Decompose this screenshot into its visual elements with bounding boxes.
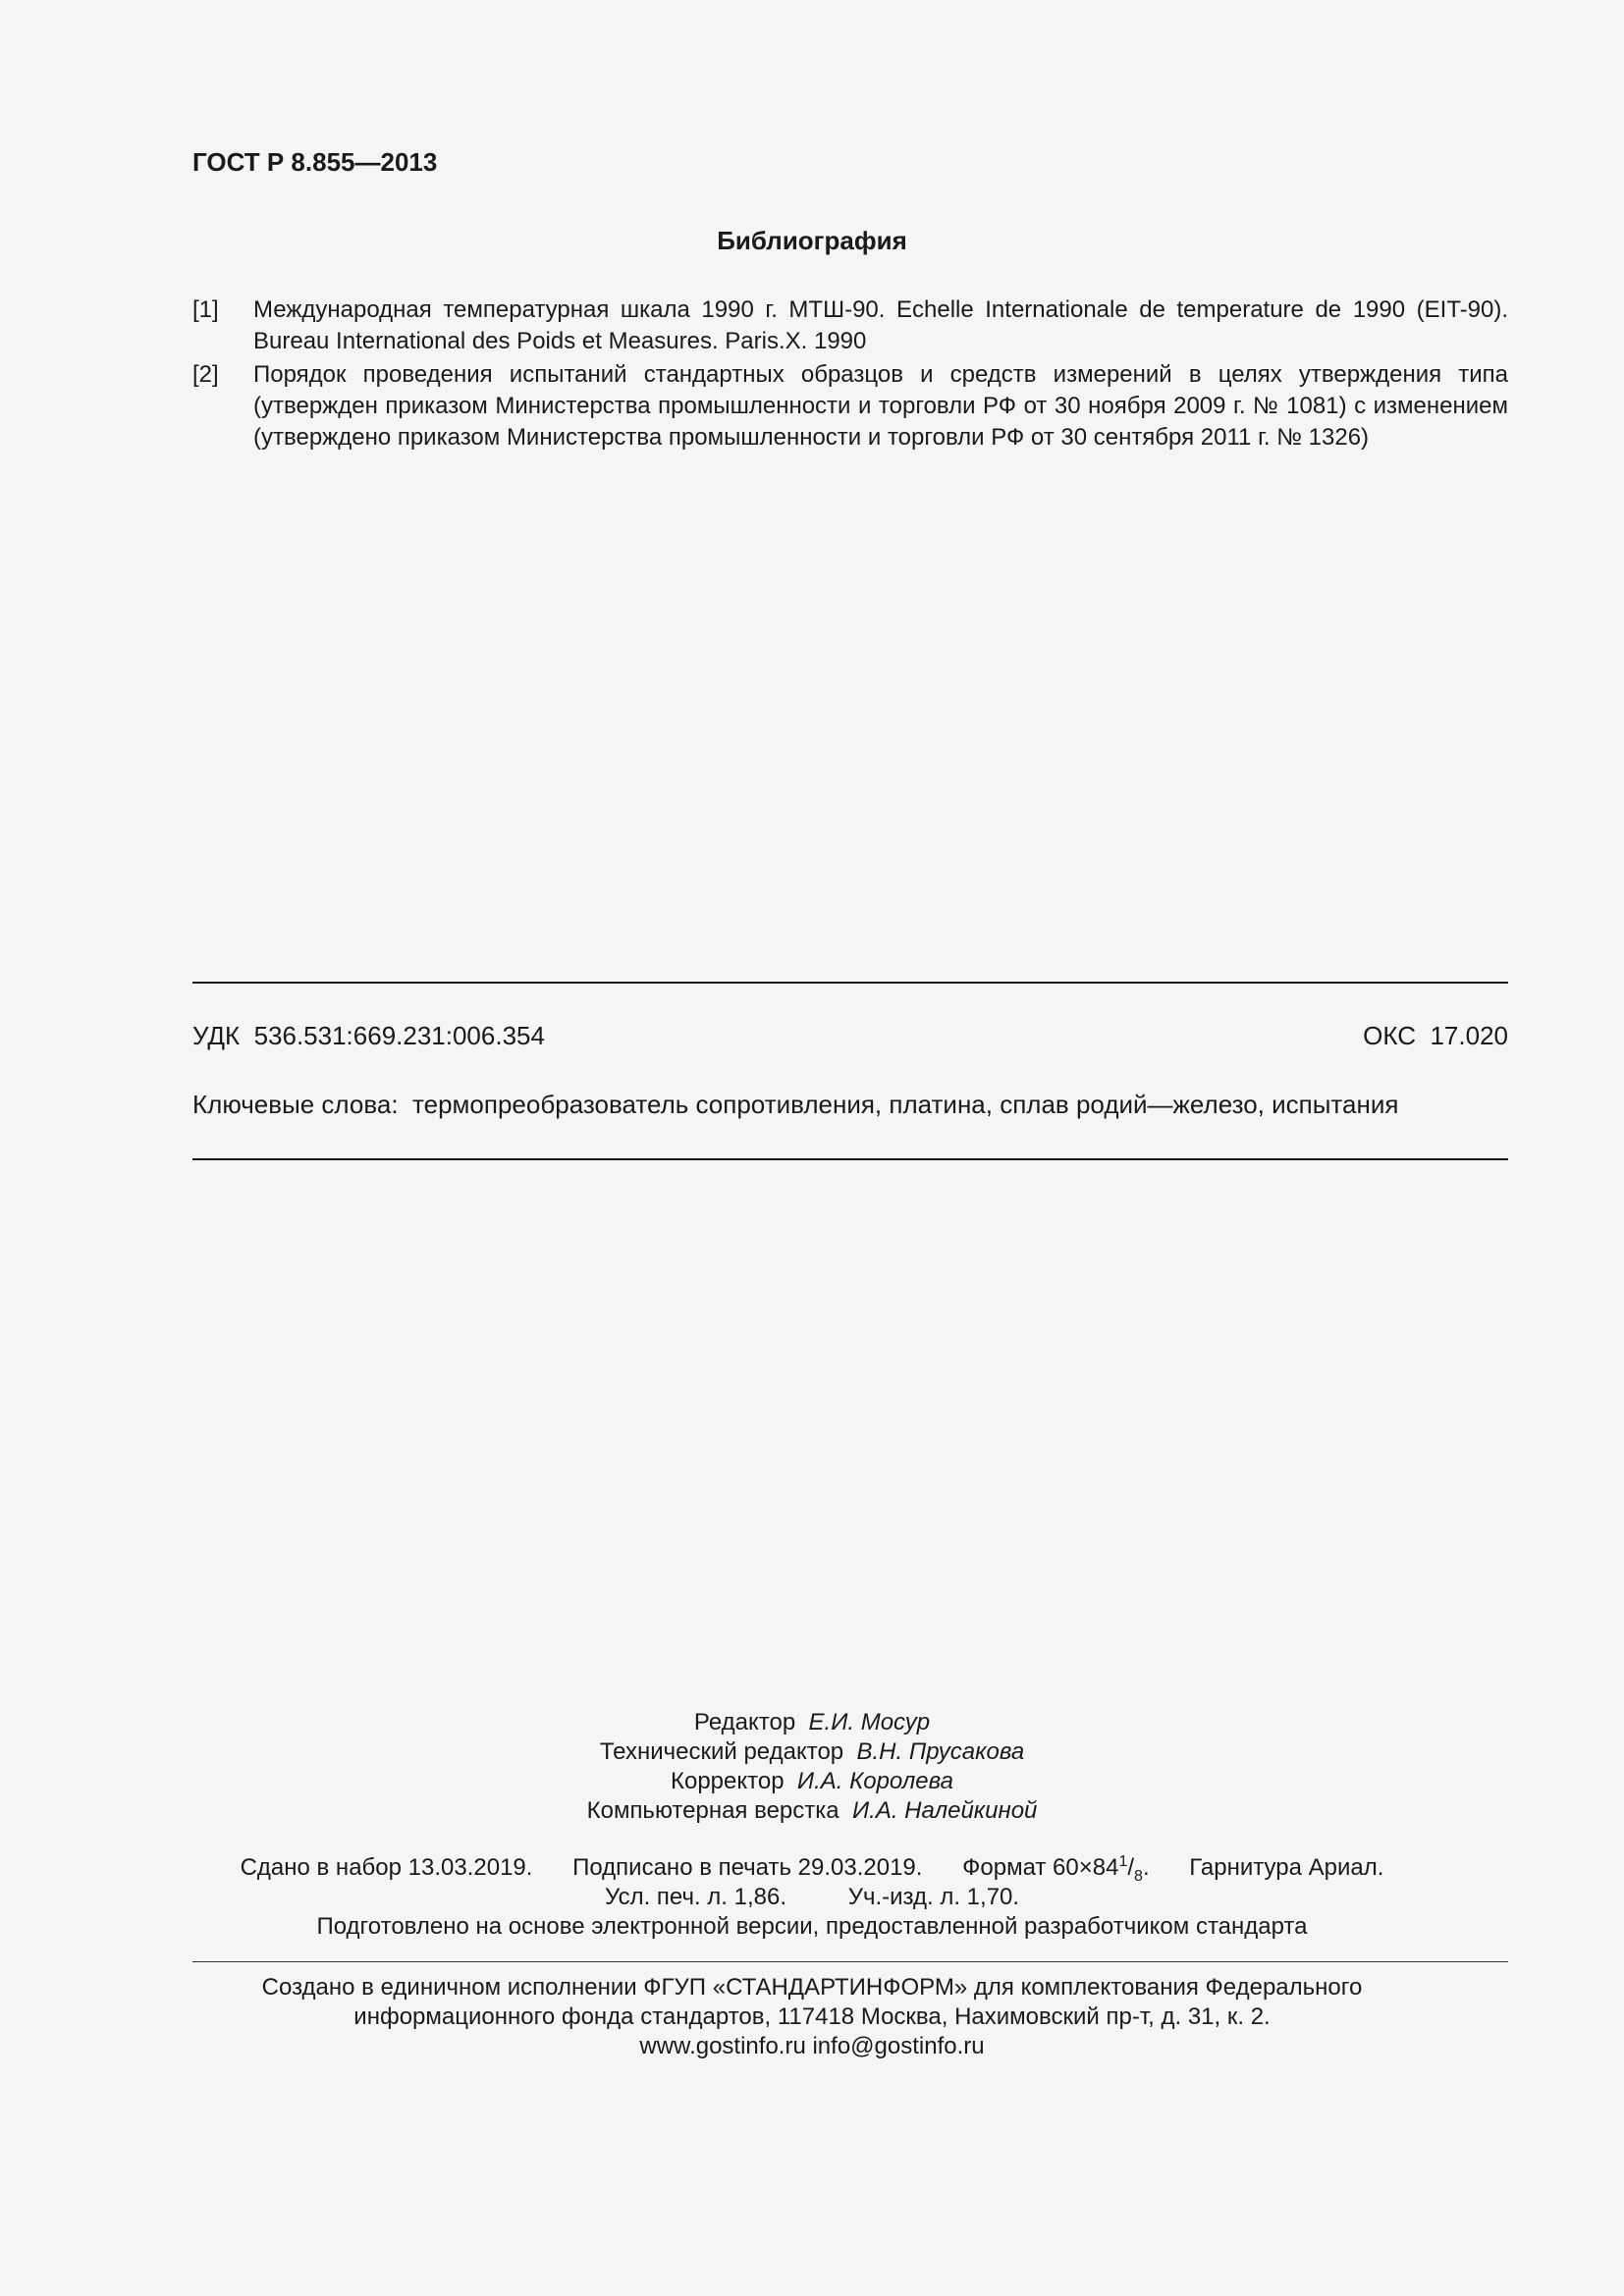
top-divider <box>192 982 1508 984</box>
typeface: Гарнитура Ариал. <box>1189 1854 1384 1881</box>
format-sup: 1 <box>1118 1853 1128 1870</box>
credit-role: Корректор <box>671 1768 785 1794</box>
signed-date: Подписано в печать 29.03.2019. <box>572 1854 923 1881</box>
udk-label: УДК <box>192 1021 241 1050</box>
credit-role: Компьютерная верстка <box>586 1797 839 1824</box>
oks-label: ОКС <box>1363 1021 1417 1050</box>
publisher-line-1: Создано в единичном исполнении ФГУП «СТАНДАРТИНФОРМ» для комплектования Федерального <box>261 1974 1363 2001</box>
publisher-divider <box>192 1961 1508 1962</box>
publication-line-2 <box>0 1883 1624 1912</box>
publisher-line-2: информационного фонда стандартов, 117418 Москва, Нахимовский пр-т, д. 31, к. 2. <box>353 2003 1271 2030</box>
website-link[interactable]: www.gostinfo.ru <box>639 2033 806 2059</box>
udk-value: 536.531:669.231:006.354 <box>253 1021 545 1050</box>
credit-corrector <box>0 1767 1624 1796</box>
bibliography-list <box>192 294 1508 455</box>
credit-name: Е.И. Мосур <box>808 1709 931 1735</box>
format-slash: / <box>1127 1854 1135 1881</box>
credit-name: И.А. Королева <box>796 1768 953 1794</box>
format-suffix: . <box>1142 1854 1150 1881</box>
keywords-label: Ключевые слова: <box>192 1090 399 1119</box>
bibliography-item <box>192 294 1508 357</box>
format-prefix: Формат 60×84 <box>962 1854 1119 1881</box>
publisher-info <box>0 1973 1624 2061</box>
credit-editor <box>0 1708 1624 1737</box>
oks-value: 17.020 <box>1430 1021 1508 1050</box>
bibliography-item <box>192 359 1508 454</box>
bottom-divider <box>192 1158 1508 1160</box>
credit-name: И.А. Налейкиной <box>851 1797 1038 1824</box>
email-link[interactable]: info@gostinfo.ru <box>812 2033 985 2059</box>
print-sheets: Усл. печ. л. 1,86. <box>604 1884 787 1910</box>
credit-role: Технический редактор <box>599 1738 844 1765</box>
publication-info <box>0 1853 1624 1942</box>
keywords <box>192 1090 1398 1120</box>
bibliography-item-text: Международная температурная шкала 1990 г. МТШ-90. Echelle Internationale de temperature de 1990 (EIT-90). Bureau International des Poids et Measures. Paris.X. 1990 <box>253 296 1508 354</box>
oks-code <box>1363 1021 1508 1051</box>
credits-block <box>0 1708 1624 1826</box>
bibliography-item-text: Порядок проведения испытаний стандартных образцов и средств измерений в целях утверждения типа (утвержден приказом Министерства промышленности и торговли РФ от 30 ноября 2009 г. № 1081) с изменением (утверждено приказом Министерства промышленности и торговли РФ от 30 сентября 2011 г. № 1326) <box>253 361 1508 451</box>
paper-format <box>962 1853 1150 1885</box>
keywords-value: термопреобразователь сопротивления, платина, сплав родий—железо, испытания <box>412 1090 1399 1119</box>
bibliography-title: Библиография <box>717 226 907 255</box>
format-sub: 8 <box>1134 1867 1143 1885</box>
pub-sheets: Уч.-изд. л. 1,70. <box>847 1884 1020 1910</box>
prepared-note: Подготовлено на основе электронной версии, предоставленной разработчиком стандарта <box>316 1913 1308 1940</box>
credit-tech-editor <box>0 1737 1624 1767</box>
publisher-contacts <box>0 2032 1624 2061</box>
credit-name: В.Н. Прусакова <box>856 1738 1025 1765</box>
publication-line-1 <box>0 1853 1624 1883</box>
credit-layout <box>0 1796 1624 1826</box>
submitted-date: Сдано в набор 13.03.2019. <box>240 1854 533 1881</box>
credit-role: Редактор <box>693 1709 796 1735</box>
udk-code <box>192 1021 545 1051</box>
document-code: ГОСТ Р 8.855—2013 <box>192 147 438 177</box>
bibliography-item-number: [2] <box>192 361 219 388</box>
bibliography-item-number: [1] <box>192 296 219 323</box>
